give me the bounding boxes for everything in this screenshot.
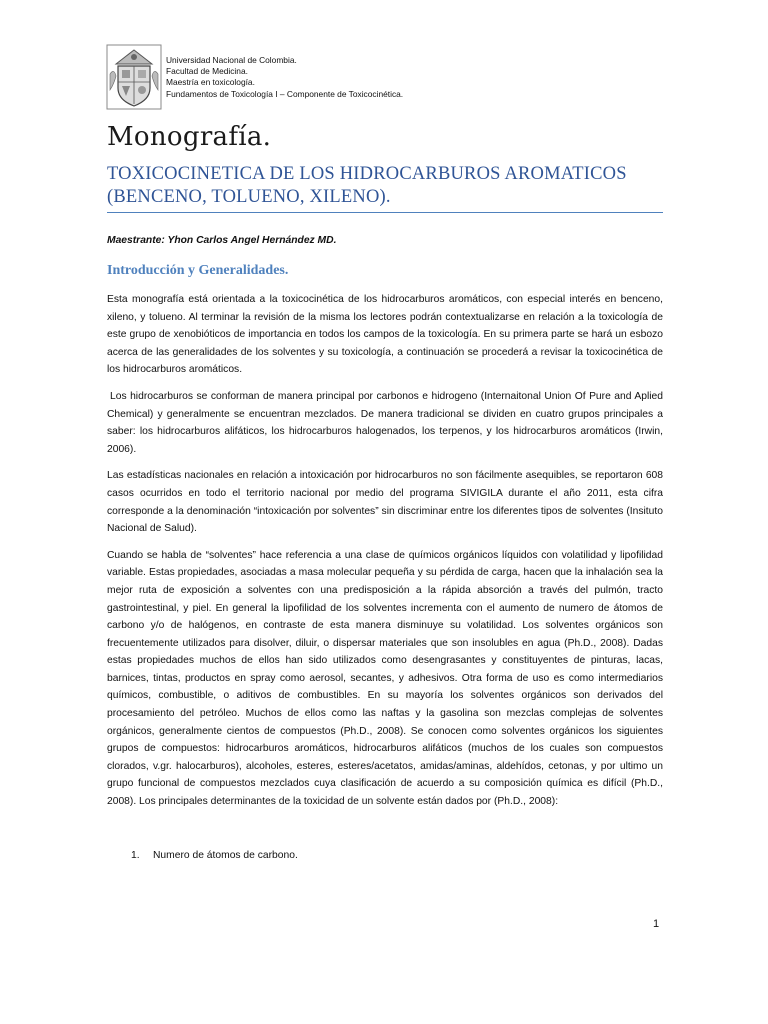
header-line-university: Universidad Nacional de Colombia. [166, 55, 297, 65]
author-line: Maestrante: Yhon Carlos Angel Hernández MD. [107, 235, 337, 246]
institution-header [166, 55, 403, 100]
paragraph: Cuando se habla de “solventes” hace referencia a una clase de químicos orgánicos líquidos con volatilidad y lipofilidad variable. Estas propiedades, asociadas a masa molecular pequeña y su pérdida de carga, hacen que la inhalación sea la mejor ruta de exposición a solventes con una predisposición a la rápida absorción a través del pulmón, tracto gastrointestinal, y piel. En general la lipofilidad de los solventes incrementa con el aumento de numero de átomos de carbono y/o de halógenos, en contraste de esta manera disminuye su volatilidad. Los solventes orgánicos son frecuentemente utilizados para disolver, diluir, o dispersar materiales que son insolubles en agua (Ph.D., 2008). Dadas estas propiedades muchos de ellos han sido utilizados como desengrasantes y constituyentes de pinturas, lacas, barnices, tintas, productos en spray como aerosol, secantes, y adhesivos. Otra forma de uso es como intermediarios químicos, combustible, o aditivos de combustibles. En su mayoría los solventes orgánicos son derivados del procesamiento del petróleo. Muchos de ellos como las naftas y la gasolina son mezclas complejas de solventes orgánicos, generalmente cientos de compuestos (Ph.D., 2008). Se conocen como solventes orgánicos los siguientes grupos de compuestos: hidrocarburos aromáticos, hidrocarburos alifáticos (muchos de los cuales son compuestos clorados, v.gr. halocarburos), alcoholes, esteres, esteres/acetatos, amidas/aminas, aldehídos, cetonas, y por ultimo un grupo funcional de compuestos mezclados cuya clasificación de acuerdo a su composición química es difícil (Ph.D., 2008). Los principales determinantes de la toxicidad de un solvente están dados por (Ph.D., 2008): [107, 549, 663, 808]
section-heading: Introducción y Generalidades. [107, 263, 289, 278]
document-title: Monografía. [107, 122, 272, 152]
paragraph: Las estadísticas nacionales en relación a intoxicación por hidrocarburos no son fácilmente asequibles, se reportaron 608 casos ocurridos en todo el territorio nacional por medio del programa SIVIGILA durante el año 2011, esta cifra corresponde a la denominación “intoxicación por solventes” sin discriminar entre los diferentes tipos de solventes (Insituto Nacional de Salud). [107, 470, 663, 535]
document-subtitle: TOXICOCINETICA DE LOS HIDROCARBUROS AROMATICOS (BENCENO, TOLUENO, XILENO). [107, 164, 627, 207]
header-line-faculty: Facultad de Medicina. [166, 66, 248, 77]
university-seal-icon [106, 44, 162, 110]
paragraph: Esta monografía está orientada a la toxicocinética de los hidrocarburos aromáticos, con especial interés en benceno, xileno, y tolueno. Al terminar la revisión de la misma los lectores podrán contextualizarse en relación a la toxicología de este grupo de xenobióticos de importancia en todos los campos de la toxicología. En su primera parte se hará un esbozo acerca de las generalidades de los solventes y su toxicología, a continuación se procederá a revisar la toxicocinética de los hidrocarburos aromáticos. [107, 294, 663, 376]
page-number: 1 [653, 918, 660, 930]
title-divider [107, 212, 663, 213]
determinants-list [131, 850, 298, 861]
header-line-program: Maestría en toxicología. [166, 77, 255, 88]
list-item-text: Numero de átomos de carbono. [153, 850, 298, 861]
body-text [107, 291, 663, 820]
list-item-number: 1. [131, 850, 140, 861]
paragraph: Los hidrocarburos se conforman de manera principal por carbonos e hidrogeno (Internaitonal Union Of Pure and Aplied Chemical) y generalmente se encuentran mezclados. De manera tradicional se dividen en cuatro grupos principales a saber: los hidrocarburos alifáticos, los hidrocarburos halogenados, los terpenos, y los hidrocarburos aromáticos (Irwin, 2006). [107, 390, 663, 455]
list-item [131, 850, 298, 861]
header-line-course: Fundamentos de Toxicología I – Componente de Toxicocinética. [166, 88, 404, 99]
